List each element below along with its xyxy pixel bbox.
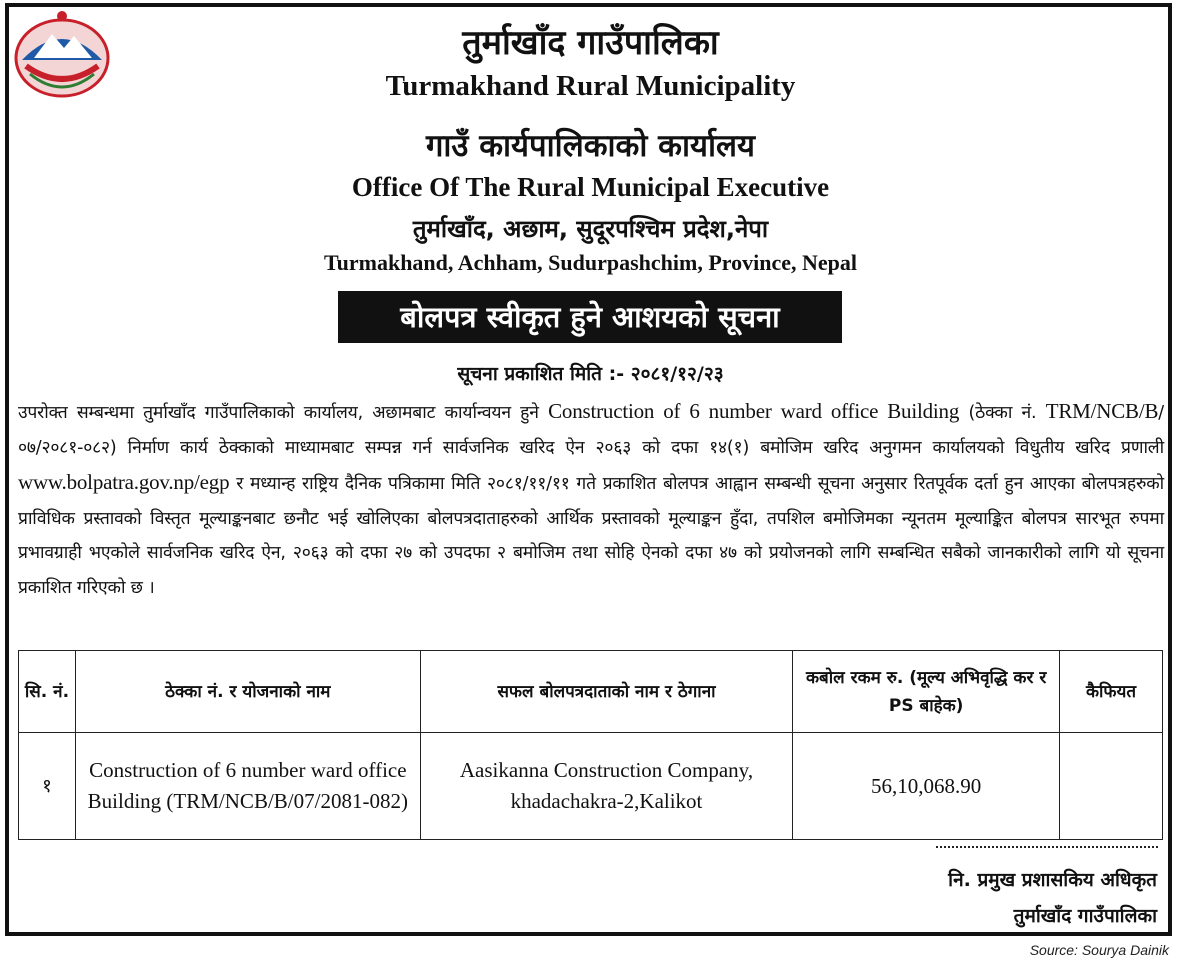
source-credit: Source: Sourya Dainik: [1029, 942, 1169, 958]
body-project-name: Construction of 6 number ward office Building: [548, 399, 960, 423]
municipality-name-nepali: तुर्माखाँद गाउँपालिका: [462, 23, 719, 63]
cell-remarks: [1060, 733, 1163, 840]
signatory-org: तुर्माखाँद गाउँपालिका: [1013, 905, 1157, 927]
header-amount: कबोल रकम रु. (मूल्य अभिवृद्धि कर र PS बाहेक): [793, 651, 1060, 733]
body-text: उपरोक्त सम्बन्धमा तुर्माखाँद गाउँपालिकाको कार्यालय, अछामबाट कार्यान्वयन हुने: [18, 403, 539, 423]
cell-bidder: Aasikanna Construction Company, khadachakra-2,Kalikot: [420, 733, 793, 840]
cell-serial: १: [19, 733, 76, 840]
award-table: [18, 650, 1163, 840]
body-text: (ठेक्का नं.: [968, 403, 1037, 423]
signature-line: [936, 846, 1158, 848]
header-bidder: सफल बोलपत्रदाताको नाम र ठेगाना: [420, 651, 793, 733]
notice-title: बोलपत्र स्वीकृत हुने आशयको सूचना: [338, 291, 842, 343]
signatory-title: नि. प्रमुख प्रशासकिय अधिकृत: [948, 869, 1157, 891]
address-nepali: तुर्माखाँद, अछाम, सुदूरपश्चिम प्रदेश,नेपा: [412, 215, 769, 243]
body-website: www.bolpatra.gov.np/egp: [18, 470, 230, 495]
body-contract-code: TRM/NCB/B: [1045, 399, 1159, 423]
office-name-english: Office Of The Rural Municipal Executive: [351, 172, 830, 202]
cell-contract: Construction of 6 number ward office Building (TRM/NCB/B/07/2081-082): [75, 733, 420, 840]
header-contract: ठेक्का नं. र योजनाको नाम: [75, 651, 420, 733]
office-name-nepali: गाउँ कार्यपालिकाको कार्यालय: [425, 128, 756, 164]
body-text: /०७/२०८१-०८२) निर्माण कार्य ठेक्काको माध्यामबाट सम्पन्न गर्न सार्वजनिक खरिद ऐन २०६३ को दफा १४(१) बमोजिम खरिद अनुगमन कार्यालयको विधुतीय खरिद प्रणाली: [18, 403, 1164, 458]
municipality-name-english: Turmakhand Rural Municipality: [385, 70, 796, 102]
header-serial: सि. नं.: [19, 651, 76, 733]
notice-body: [18, 394, 1164, 606]
address-english: Turmakhand, Achham, Sudurpashchim, Province, Nepal: [323, 250, 858, 275]
cell-amount: 56,10,068.90: [793, 733, 1060, 840]
table-row: [19, 733, 1163, 840]
header-remarks: कैफियत: [1060, 651, 1163, 733]
body-text: र मध्यान्ह राष्ट्रिय दैनिक पत्रिकामा मिति २०८१/११/११ गते प्रकाशित बोलपत्र आह्वान सम्बन्धी सूचना अनुसार रितपूर्वक दर्ता हुन आएका बोलपत्रहरुको प्राविधिक प्रस्तावको विस्तृत मूल्याङ्कनबाट छनौट भई खोलिएका बोलपत्रदाताहरुको आर्थिक प्रस्तावको मूल्याङ्कन हुँदा, तपशिल बमोजिमका न्यूनतम मूल्याङ्कित बोलपत्र सारभूत रुपमा प्रभावग्राही भएकोले सार्वजनिक खरिद ऐन, २०६३ को दफा २७ को उपदफा २ बमोजिम तथा सोहि ऐनको दफा ४७ को प्रयोजनको लागि सम्बन्धित सबैको जानकारीको लागि यो सूचना प्रकाशित गरिएको छ ।: [18, 474, 1164, 598]
publish-date: सूचना प्रकाशित मिति :- २०८१/१२/२३: [457, 363, 724, 385]
table-header-row: [19, 651, 1163, 733]
